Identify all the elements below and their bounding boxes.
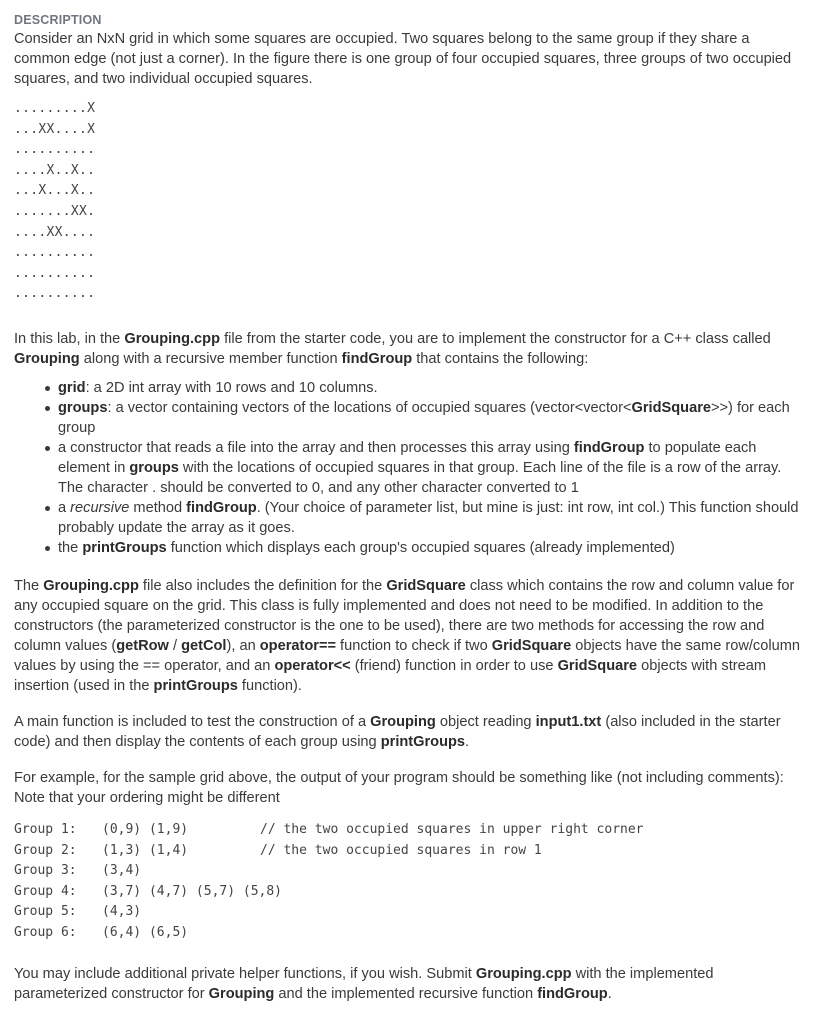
section-heading: DESCRIPTION: [14, 13, 102, 27]
text-run: method: [129, 499, 187, 516]
sample-output: [14, 820, 801, 944]
output-line: [14, 820, 801, 841]
text-run: a constructor that reads a file into the array and then processes this array using: [58, 439, 574, 456]
requirements-list: [14, 378, 801, 558]
bold-term: findGroup: [573, 439, 645, 456]
text-run: function which displays each group's occupied squares (already implemented): [166, 539, 675, 556]
text-run: that contains the following:: [412, 350, 589, 367]
text-run: For example, for the sample grid above, the output of your program should be something like (not including comments): Note that your ordering might be different: [14, 769, 784, 806]
text-run: function to check if two: [336, 637, 492, 654]
example-paragraph: [14, 768, 801, 808]
requirement-item: [58, 538, 801, 558]
output-line: [14, 902, 801, 923]
text-run: .: [607, 985, 612, 1002]
output-line: [14, 923, 801, 944]
group-label: Group 3:: [14, 863, 77, 879]
bold-term: printGroups: [153, 677, 238, 694]
output-line: [14, 882, 801, 903]
text-run: A main function is included to test the construction of a: [14, 713, 371, 730]
text-run: file from the starter code, you are to implement the constructor for a C++ class called: [220, 330, 771, 347]
grid-row: .........X: [14, 101, 96, 116]
bold-term: grid: [58, 379, 86, 396]
group-label: Group 2:: [14, 842, 77, 858]
bold-term: input1.txt: [535, 713, 602, 730]
requirement-item: [58, 398, 801, 438]
requirement-item: [58, 498, 801, 538]
bold-term: findGroup: [341, 350, 413, 367]
grid-row: ..........: [14, 142, 96, 158]
grid-row: ...X...X..: [14, 183, 96, 199]
text-run: objects have the same row/column values by using the == operator, and an: [14, 637, 800, 674]
bold-term: getCol: [181, 637, 227, 654]
text-run: ), an: [226, 637, 260, 654]
group-label: Group 1:: [14, 821, 77, 837]
lab-paragraph: [14, 329, 801, 369]
bold-term: printGroups: [380, 733, 466, 750]
text-run: a: [58, 499, 71, 516]
output-line: [14, 861, 801, 882]
bold-term: GridSquare: [557, 657, 638, 674]
bold-term: GridSquare: [386, 577, 466, 594]
group-squares: (0,9) (1,9): [102, 821, 189, 837]
text-run: file also includes the definition for the: [138, 577, 387, 594]
group-squares: (6,4) (6,5): [102, 924, 189, 940]
grid-row: ....XX....: [14, 224, 96, 240]
grid-row: ....X..X..: [14, 162, 96, 178]
main-function-paragraph: [14, 712, 801, 752]
group-squares: (1,3) (1,4): [102, 842, 189, 858]
group-squares: (4,3): [102, 904, 142, 920]
text-run: .: [465, 733, 470, 750]
bold-term: groups: [129, 459, 179, 476]
bold-term: Grouping.cpp: [124, 330, 221, 347]
bold-term: getRow: [116, 637, 169, 654]
text-run: to populate each element in: [58, 439, 757, 476]
group-label: Group 4:: [14, 883, 77, 899]
output-line: [14, 841, 801, 862]
submit-paragraph: [14, 964, 801, 1004]
text-run: along with a recursive member function: [79, 350, 342, 367]
text-run: (also included in the starter code) and then display the contents of each group using: [14, 713, 781, 750]
text-run: (friend) function in order to use: [350, 657, 558, 674]
text-run: You may include additional private helper functions, if you wish. Submit: [14, 965, 476, 982]
requirement-item: [58, 378, 801, 398]
text-run: the: [58, 539, 83, 556]
grid-row: ..........: [14, 286, 96, 302]
text-run: with the locations of occupied squares in that group. Each line of the file is a row of the array. The character . should be converted to 0, and any other character converted to 1: [58, 459, 782, 496]
grid-row: .......XX.: [14, 203, 96, 219]
bold-term: printGroups: [82, 539, 167, 556]
bold-term: findGroup: [537, 985, 608, 1002]
bold-term: findGroup: [186, 499, 257, 516]
text-run: objects with stream insertion (used in the: [14, 657, 767, 694]
group-label: Group 5:: [14, 904, 77, 920]
group-label: Group 6:: [14, 924, 77, 940]
text-run: object reading: [435, 713, 536, 730]
gridsquare-paragraph: [14, 576, 801, 696]
text-run: and the implemented recursive function: [274, 985, 538, 1002]
text-run: : a 2D int array with 10 rows and 10 columns.: [85, 379, 378, 396]
italic-term: recursive: [70, 499, 130, 516]
requirement-item: [58, 438, 801, 498]
code-comment: // the two occupied squares in upper right corner: [260, 821, 644, 837]
bold-term: GridSquare: [631, 399, 711, 416]
text-run: : a vector containing vectors of the locations of occupied squares (vector<vector<: [107, 399, 632, 416]
sample-grid: [14, 99, 801, 305]
text-run: . (Your choice of parameter list, but mine is just: int row, int col.) This function should probably update the array as it goes.: [58, 499, 799, 536]
bold-term: Grouping.cpp: [475, 965, 572, 982]
group-squares: (3,7) (4,7) (5,7) (5,8): [102, 883, 283, 899]
bold-term: groups: [58, 399, 108, 416]
text-run: >>) for each group: [58, 399, 790, 436]
text-run: function).: [237, 677, 302, 694]
group-squares: (3,4): [102, 863, 142, 879]
bold-term: Grouping.cpp: [43, 577, 139, 594]
text-run: with the implemented parameterized constructor for: [14, 965, 714, 1002]
grid-row: ..........: [14, 265, 96, 281]
bold-term: Grouping: [208, 985, 275, 1002]
grid-row: ..........: [14, 245, 96, 261]
bold-term: operator<<: [274, 657, 351, 674]
code-comment: // the two occupied squares in row 1: [260, 842, 542, 858]
grid-row: ...XX....X: [14, 121, 96, 137]
bold-term: Grouping: [14, 350, 80, 367]
bold-term: operator==: [259, 637, 336, 654]
bold-term: Grouping: [370, 713, 436, 730]
text-run: Consider an NxN grid in which some squares are occupied. Two squares belong to the same group if they share a common edge (not just a corner). In the figure there is one group of four occupied squares, three groups of two occupied squares, and two individual occupied squares.: [14, 31, 792, 87]
text-run: class which contains the row and column value for any occupied square on the grid. This class is fully implemented and does not need to be modified. In addition to the constructors (the parameterized constructor is the one to be used), there are two methods for accessing the row and column values (: [14, 577, 795, 654]
intro-paragraph: [14, 29, 801, 89]
bold-term: GridSquare: [491, 637, 572, 654]
text-run: The: [14, 577, 44, 594]
text-run: /: [168, 637, 182, 654]
text-run: In this lab, in the: [14, 330, 125, 347]
